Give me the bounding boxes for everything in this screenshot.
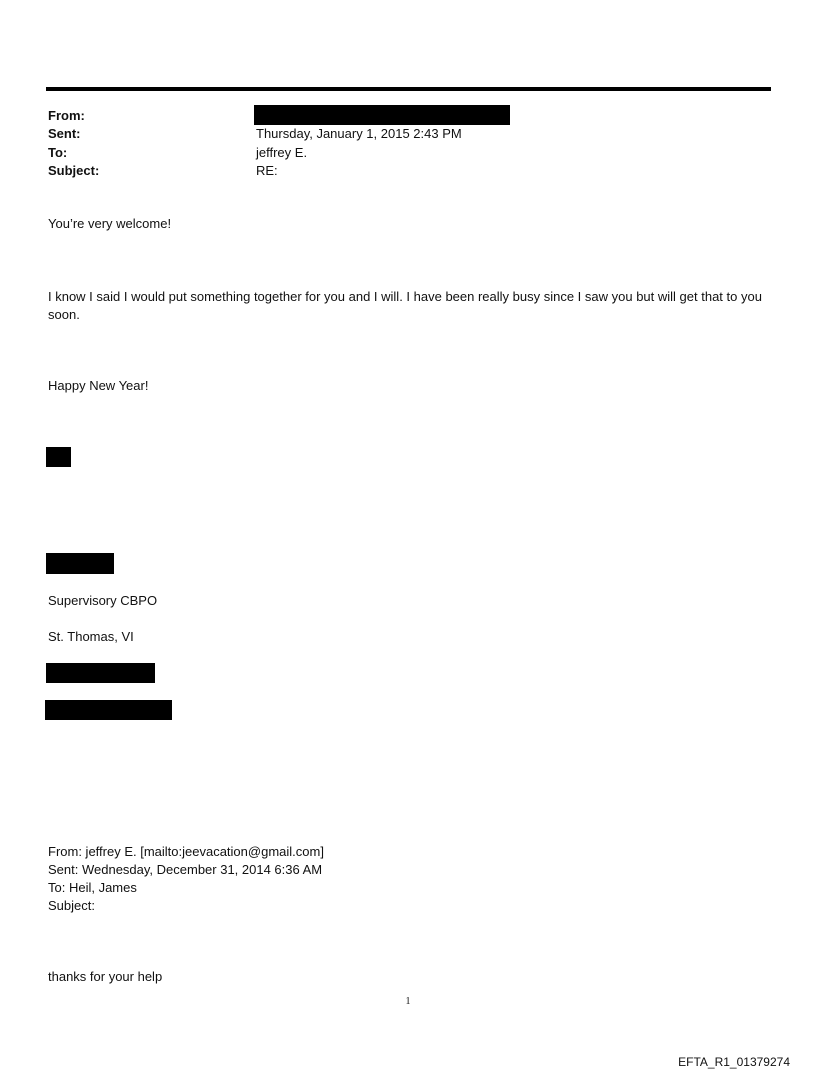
quoted-to-line: To: Heil, James — [48, 880, 137, 895]
signature-location: St. Thomas, VI — [48, 629, 134, 644]
sent-value: Thursday, January 1, 2015 2:43 PM — [256, 126, 462, 141]
redacted-signature-line-2 — [45, 700, 172, 720]
redacted-signature-name — [46, 553, 114, 574]
signature-title: Supervisory CBPO — [48, 593, 158, 608]
quoted-from-line: From: jeffrey E. [mailto:jeevacation@gmail.com] — [48, 844, 324, 859]
redacted-from-value — [254, 105, 510, 125]
body-greeting: You’re very welcome! — [48, 216, 172, 231]
redacted-initial — [46, 447, 71, 467]
quoted-subject-line: Subject: — [48, 898, 95, 913]
subject-label: Subject: — [48, 163, 100, 178]
page-number: 1 — [405, 996, 411, 1007]
body-closing: Happy New Year! — [48, 378, 149, 393]
redacted-signature-line-1 — [46, 663, 155, 683]
to-value: jeffrey E. — [256, 145, 308, 160]
from-label: From: — [48, 108, 85, 123]
body-paragraph: I know I said I would put something together for you and I will. I have been really busy since I saw you but will get that to you soon. — [48, 289, 762, 322]
to-label: To: — [48, 145, 68, 160]
document-id: EFTA_R1_01379274 — [678, 1055, 790, 1069]
quoted-message: thanks for your help — [48, 969, 163, 984]
sent-label: Sent: — [48, 126, 81, 141]
subject-value: RE: — [256, 163, 278, 178]
header-rule — [46, 87, 771, 91]
quoted-sent-line: Sent: Wednesday, December 31, 2014 6:36 AM — [48, 862, 323, 877]
